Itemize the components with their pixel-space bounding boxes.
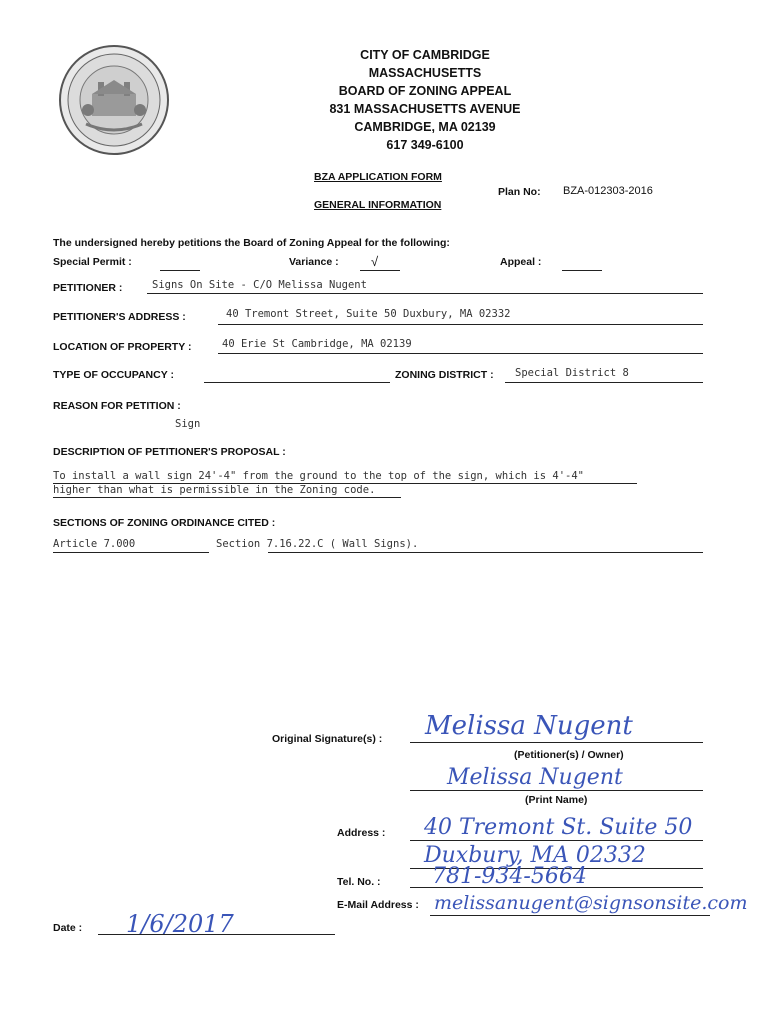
plan-no-label: Plan No:: [498, 186, 541, 198]
description-line-1: To install a wall sign 24'-4" from the ground to the top of the sign, which is 4'-4": [53, 470, 585, 482]
variance-checkmark: √: [371, 254, 379, 269]
petitioner-label: PETITIONER :: [53, 282, 123, 294]
reason-value: Sign: [175, 418, 201, 430]
petitioner-owner-caption: (Petitioner(s) / Owner): [514, 749, 624, 761]
variance-label: Variance :: [289, 256, 339, 268]
form-subtitle: GENERAL INFORMATION: [314, 199, 442, 211]
sections-label: SECTIONS OF ZONING ORDINANCE CITED :: [53, 517, 276, 529]
header-line-city-zip: CAMBRIDGE, MA 02139: [354, 120, 496, 134]
petition-intro: The undersigned hereby petitions the Board of Zoning Appeal for the following:: [53, 237, 450, 249]
board-header: [240, 46, 610, 154]
location-value: 40 Erie St Cambridge, MA 02139: [222, 338, 412, 350]
signature-line: [410, 742, 703, 743]
location-line: [218, 353, 703, 354]
email-line: [430, 915, 710, 916]
petitioner-address-line: [218, 324, 703, 325]
email-handwriting: melissanugent@signsonsite.com: [434, 892, 748, 914]
address-handwriting-2: Duxbury, MA 02332: [424, 843, 646, 868]
tel-handwriting: 781-934-5664: [432, 864, 587, 889]
address-handwriting-1: 40 Tremont St. Suite 50: [424, 815, 693, 840]
print-name-caption: (Print Name): [525, 794, 588, 806]
zoning-district-value: Special District 8: [515, 367, 629, 379]
zoning-district-line: [505, 382, 703, 383]
occupancy-line: [204, 382, 390, 383]
petitioner-line: [147, 293, 703, 294]
tel-label: Tel. No. :: [337, 876, 381, 888]
special-permit-label: Special Permit :: [53, 256, 132, 268]
plan-no-value: BZA-012303-2016: [563, 185, 653, 197]
email-label: E-Mail Address :: [337, 899, 419, 911]
address-line-1: [410, 840, 703, 841]
location-label: LOCATION OF PROPERTY :: [53, 341, 192, 353]
petitioner-value: Signs On Site - C/O Melissa Nugent: [152, 279, 367, 291]
header-line-state: MASSACHUSETTS: [368, 66, 482, 80]
original-signature-label: Original Signature(s) :: [272, 733, 383, 745]
article-line: [53, 552, 209, 553]
appeal-line: [562, 270, 602, 271]
section-value: Section 7.16.22.C ( Wall Signs).: [216, 538, 419, 550]
special-permit-line: [160, 270, 200, 271]
print-name-line: [410, 790, 703, 791]
city-seal-logo: [58, 44, 170, 156]
signature-handwriting: Melissa Nugent: [425, 711, 633, 741]
petitioner-address-value: 40 Tremont Street, Suite 50 Duxbury, MA 02332: [226, 308, 511, 320]
petitioner-address-label: PETITIONER'S ADDRESS :: [53, 311, 186, 323]
tel-line: [410, 887, 703, 888]
date-handwriting: 1/6/2017: [126, 910, 234, 938]
address-label: Address :: [337, 827, 386, 839]
reason-label: REASON FOR PETITION :: [53, 400, 181, 412]
header-line-phone: 617 349-6100: [386, 138, 464, 152]
form-title: BZA APPLICATION FORM: [314, 171, 442, 183]
section-line: [268, 552, 703, 553]
description-underline-2: [53, 497, 401, 498]
appeal-label: Appeal :: [500, 256, 542, 268]
header-line-board: BOARD OF ZONING APPEAL: [338, 84, 512, 98]
description-line-2: higher than what is permissible in the Zoning code.: [53, 484, 376, 496]
date-line: [98, 934, 335, 935]
article-value: Article 7.000: [53, 538, 136, 550]
print-name-handwriting: Melissa Nugent: [447, 765, 623, 790]
occupancy-label: TYPE OF OCCUPANCY :: [53, 369, 174, 381]
header-line-city: CITY OF CAMBRIDGE: [360, 48, 490, 62]
date-label: Date :: [53, 922, 83, 934]
zoning-district-label: ZONING DISTRICT :: [395, 369, 494, 381]
variance-line: [360, 270, 400, 271]
header-line-street: 831 MASSACHUSETTS AVENUE: [329, 102, 521, 116]
description-label: DESCRIPTION OF PETITIONER'S PROPOSAL :: [53, 446, 286, 458]
